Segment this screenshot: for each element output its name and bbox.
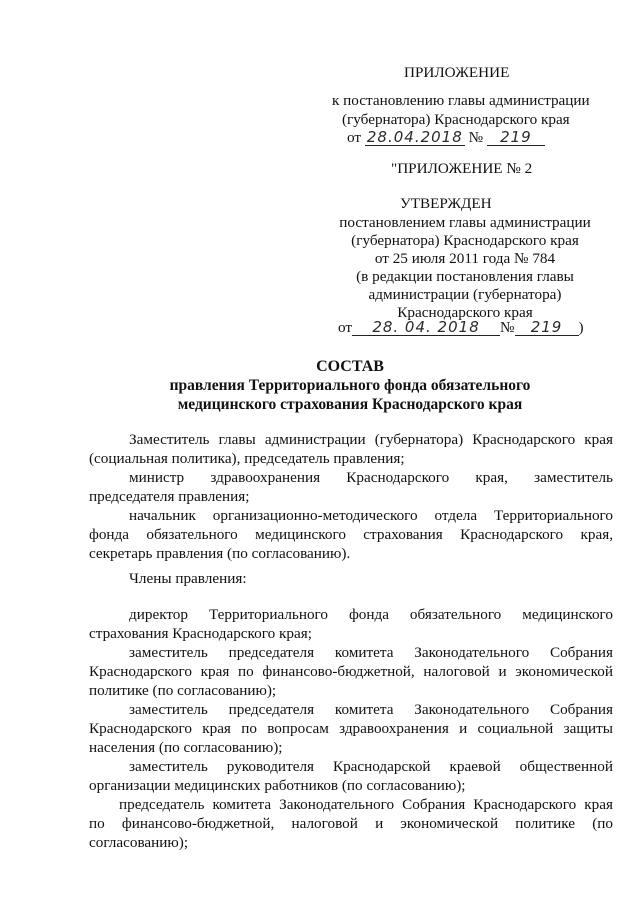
paragraph-line: страхования Краснодарского края;: [89, 625, 312, 642]
member-item: [89, 700, 613, 757]
document-subtitle-1: правления Территориального фонда обязательного: [169, 377, 531, 394]
board-paragraph: [89, 468, 613, 506]
paragraph-line: министр здравоохранения Краснодарского края, заместитель: [129, 469, 613, 486]
handwritten-date: 28.04.2018: [365, 129, 465, 146]
member-item: [89, 605, 613, 643]
appendix-title: ПРИЛОЖЕНИЕ: [404, 64, 510, 81]
paragraph-line: Краснодарского края по финансово-бюджетной, налоговой и экономической: [89, 663, 613, 680]
paragraph-line: по финансово-бюджетной, налоговой и экономической политике (по: [89, 815, 613, 832]
approval-line-5: администрации (губернатора): [368, 286, 562, 303]
paragraph-line: фонда обязательного медицинского страхования Краснодарского края,: [89, 526, 613, 543]
approval-line-4: (в редакции постановления главы: [356, 268, 574, 285]
header-date-line: [347, 128, 545, 147]
paragraph-line: директор Территориального фонда обязательного медицинского: [129, 606, 613, 623]
handwritten-date: 28. 04. 2018: [352, 319, 500, 336]
member-item: [89, 795, 613, 852]
paragraph-line: заместитель руководителя Краснодарской краевой общественной: [129, 758, 613, 775]
paragraph-line: согласованию);: [89, 834, 189, 851]
approval-line-6: Краснодарского края: [397, 304, 533, 321]
header-line-1: к постановлению главы администрации: [332, 92, 590, 109]
appendix-2-title: "ПРИЛОЖЕНИЕ № 2: [391, 160, 533, 177]
handwritten-number: 219: [515, 319, 579, 336]
paragraph-line: председателя правления;: [89, 488, 250, 505]
paragraph-line: политике (по согласованию);: [89, 682, 277, 699]
paragraph-line: начальник организационно-методического отдела Территориального: [129, 507, 613, 524]
paragraph-line: секретарь правления (по согласованию).: [89, 545, 351, 562]
paragraph-line: Заместитель главы администрации (губернатора) Краснодарского края: [129, 431, 613, 448]
approved-label: УТВЕРЖДЕН: [400, 195, 492, 212]
approval-line-3: от 25 июля 2011 года № 784: [374, 250, 556, 267]
paragraph-line: председатель комитета Законодательного Собрания Краснодарского края: [119, 796, 613, 813]
document-title: СОСТАВ: [316, 358, 384, 375]
number-sign: №: [500, 319, 515, 336]
date-prefix: от: [338, 319, 353, 336]
document-subtitle-2: медицинского страхования Краснодарского края: [177, 396, 523, 413]
members-heading: Члены правления:: [129, 570, 247, 587]
date-prefix: от: [347, 129, 362, 146]
board-paragraph: [89, 506, 613, 563]
member-item: [89, 757, 613, 795]
paragraph-line: заместитель председателя комитета Законодательного Собрания: [129, 701, 613, 718]
paragraph-line: заместитель председателя комитета Законодательного Собрания: [129, 644, 613, 661]
approval-date-line: [338, 318, 584, 337]
close-paren: ): [578, 319, 584, 336]
member-item: [89, 643, 613, 700]
approval-line-1: постановлением главы администрации: [339, 214, 591, 231]
handwritten-number: 219: [487, 129, 545, 146]
paragraph-line: Краснодарского края по вопросам здравоохранения и социальной защиты: [89, 720, 613, 737]
header-line-2: (губернатора) Краснодарского края: [342, 111, 570, 128]
approval-line-2: (губернатора) Краснодарского края: [351, 232, 579, 249]
board-paragraph: [89, 430, 613, 468]
number-sign: №: [468, 129, 484, 146]
paragraph-line: населения (по согласованию);: [89, 739, 283, 756]
paragraph-line: (социальная политика), председатель правления;: [89, 450, 405, 467]
paragraph-line: организации медицинских работников (по согласованию);: [89, 777, 466, 794]
